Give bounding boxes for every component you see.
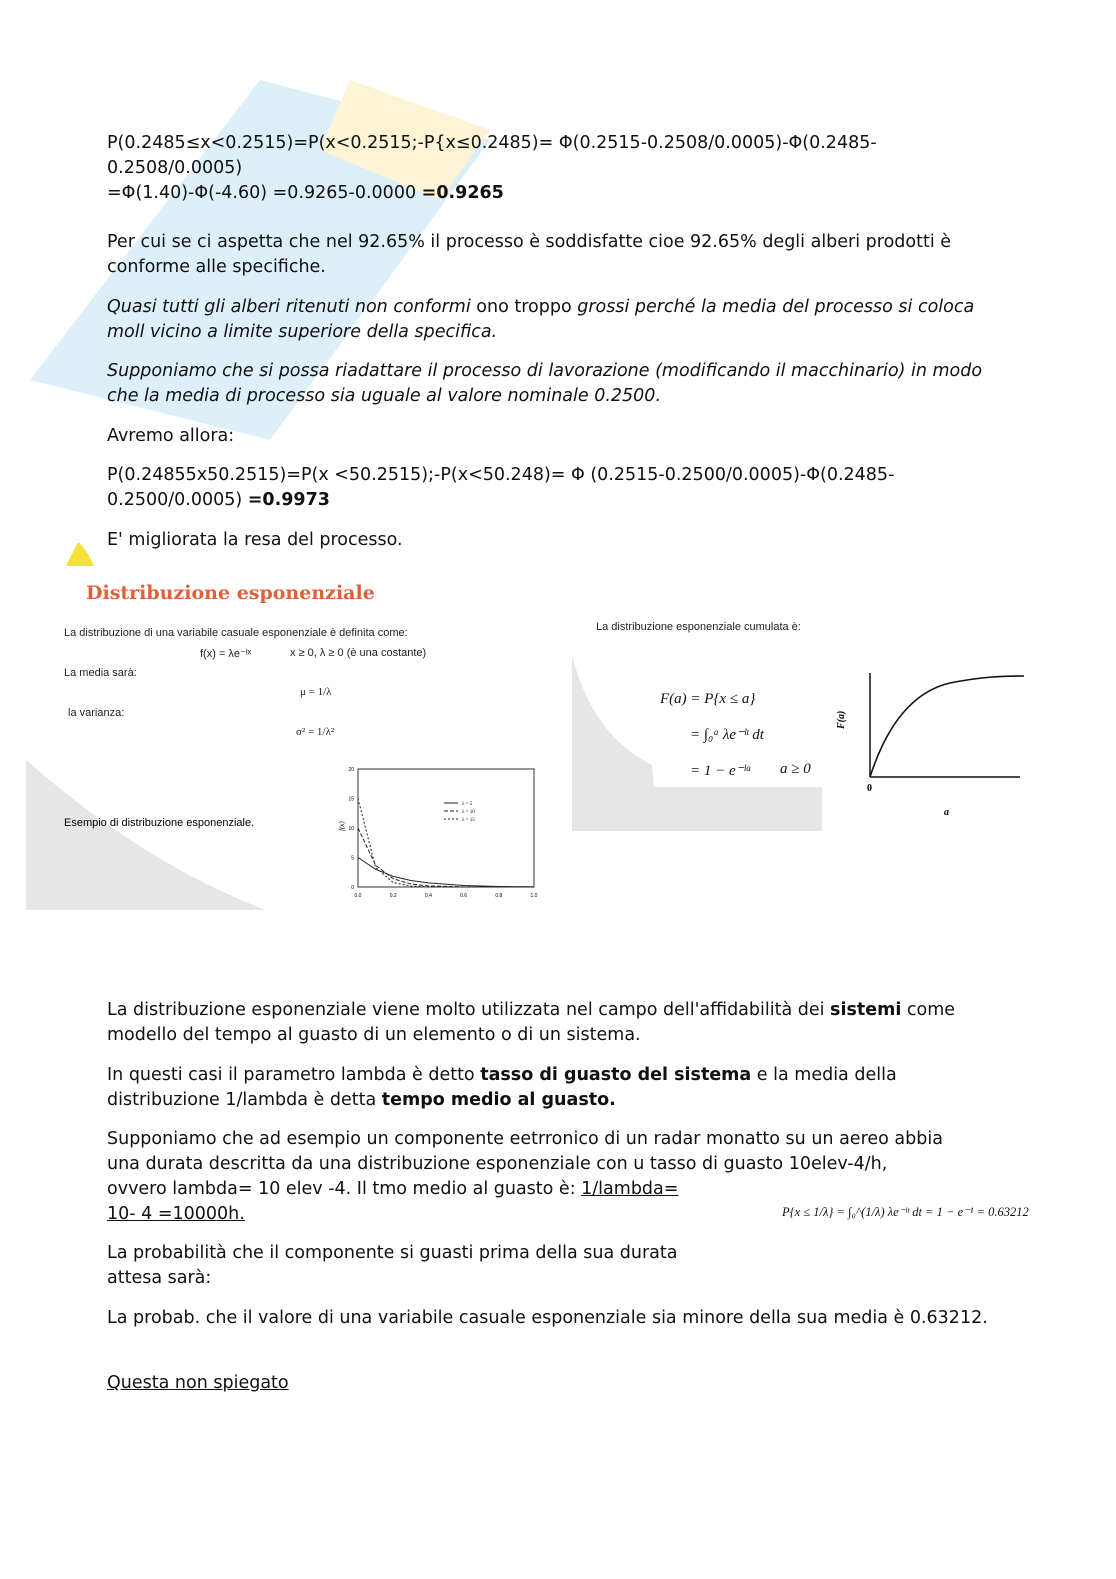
- cdf-intro: La distribuzione esponenziale cumulata è:: [596, 621, 801, 633]
- bold-text: tasso di guasto del sistema: [480, 1065, 752, 1085]
- paragraph-suppose: Supponiamo che si possa riadattare il processo di lavorazione (modificando il macchinario) in modo che la media di processo sia uguale al valore nominale 0.2500.: [107, 361, 983, 406]
- cdf-origin-label: 0: [867, 783, 872, 794]
- legend-label: λ = 10: [462, 810, 475, 815]
- definition-intro: La distribuzione di una variabile casuale esponenziale è definita come:: [64, 627, 408, 639]
- cdf-curve: [870, 676, 1024, 777]
- section-title: Distribuzione esponenziale: [86, 582, 375, 604]
- cdf-condition: a ≥ 0: [780, 761, 811, 777]
- y-tick-label: 15: [348, 796, 354, 803]
- formula-text: P(0.24855x50.2515)=P(x <50.2515);-P(x<50.248)= Φ (0.2515-0.2500/0.0005)-Φ(0.2485-0.2500/0.0005): [107, 465, 895, 510]
- y-tick-label: 5: [351, 855, 354, 862]
- exponential-definition-figure: [26, 615, 546, 910]
- variance-formula: σ² = 1/λ²: [296, 726, 335, 738]
- paragraph-probability-before: La probabilità che il componente si guasti prima della sua durata attesa sarà:: [107, 1243, 678, 1288]
- probability-integral-formula: P{x ≤ 1/λ} = ∫₀^(1/λ) λe⁻ˡᵗ dt = 1 − e⁻¹ = 0.63212: [782, 1205, 1029, 1219]
- probability-formula-2: [107, 463, 977, 513]
- plot-frame: [358, 769, 534, 887]
- pdf-condition: x ≥ 0, λ ≥ 0 (è una costante): [290, 647, 427, 659]
- paragraph-conformity: Per cui se ci aspetta che nel 92.65% il processo è soddisfatte cioe 92.65% degli alberi prodotti è conforme alle specifiche.: [107, 232, 952, 277]
- exponential-cdf-figure: [572, 615, 1042, 835]
- x-tick-label: 1.0: [530, 893, 538, 899]
- variance-label: la varianza:: [68, 707, 125, 719]
- series-line-2: [358, 828, 534, 887]
- paragraph-failure-rate: [107, 1063, 992, 1113]
- underlined-text: 10- 4 =10000h.: [107, 1204, 245, 1224]
- paragraph-mean-probability: La probab. che il valore di una variabile casuale esponenziale sia minore della sua media è 0.63212.: [107, 1308, 988, 1328]
- paragraph-reliability: [107, 998, 992, 1048]
- underlined-text: 1/lambda=: [581, 1179, 679, 1199]
- paragraph-not-explained: Questa non spiegato: [107, 1373, 289, 1393]
- x-tick-label: 0.2: [389, 893, 397, 899]
- legend-label: λ = 15: [462, 818, 475, 823]
- legend-label: λ = 5: [462, 802, 473, 807]
- text: La distribuzione esponenziale viene molto utilizzata nel campo dell'affidabilità dei: [107, 1000, 831, 1020]
- bold-text: tempo medio al guasto.: [381, 1090, 616, 1110]
- cdf-y-label: F(a): [836, 710, 847, 729]
- text-line: una durata descritta da una distribuzione esponenziale con u tasso di guasto 10elev-4/h,: [107, 1154, 888, 1174]
- exponential-pdf-chart: [340, 765, 540, 907]
- italic-text: grossi perché la media del processo si coloca moll vicino a limite superiore della specifica.: [107, 297, 975, 342]
- cdf-formula-line2: = ∫₀ᵃ λe⁻ˡᵗ dt: [690, 727, 764, 743]
- series-line-1: [358, 858, 534, 887]
- text: In questi casi il parametro lambda è detto: [107, 1065, 481, 1085]
- text: ovvero lambda= 10 elev -4. Il tmo medio al guasto è:: [107, 1179, 582, 1199]
- y-tick-label: 10: [348, 826, 354, 832]
- x-tick-label: 0.0: [354, 893, 362, 899]
- paragraph-improved: E' migliorata la resa del processo.: [107, 530, 403, 550]
- text: ono troppo: [470, 297, 578, 317]
- formula-result-line: [107, 181, 1007, 206]
- exponential-cdf-chart: [830, 665, 1030, 825]
- cdf-formula-line1: F(a) = P{x ≤ a}: [660, 691, 756, 707]
- text-line: Supponiamo che ad esempio un componente eetrronico di un radar monatto su un aereo abbia: [107, 1129, 943, 1149]
- probability-formula-1: [107, 131, 1007, 206]
- text: e la media della distribuzione 1/lambda è detta: [107, 1065, 897, 1110]
- bold-text: sistemi: [830, 1000, 902, 1020]
- mean-formula: μ = 1/λ: [300, 686, 332, 698]
- formula-text: =Φ(1.40)-Φ(-4.60) =0.9265-0.0000: [107, 183, 422, 203]
- paragraph-non-conforming: [107, 295, 992, 345]
- formula-result: =0.9265: [421, 183, 504, 203]
- highlight-marker-icon: [64, 538, 96, 568]
- y-tick-label: 20: [348, 767, 354, 773]
- x-tick-label: 0.8: [495, 893, 503, 899]
- text-line: [107, 1177, 1007, 1202]
- x-tick-label: 0.6: [460, 893, 468, 899]
- pdf-formula: f(x) = λe⁻ˡˣ: [200, 648, 252, 660]
- formula-line: 0.2508/0.0005): [107, 158, 243, 178]
- y-axis-label: f(x): [338, 821, 346, 831]
- cdf-formula-line3: = 1 − e⁻ˡᵃ: [690, 763, 752, 779]
- x-tick-label: 0.4: [424, 893, 432, 899]
- series-line-3: [358, 799, 534, 888]
- example-caption: Esempio di distribuzione esponenziale.: [64, 817, 255, 829]
- text: come modello del tempo al guasto di un elemento o di un sistema.: [107, 1000, 956, 1045]
- formula-result: =0.9973: [247, 490, 330, 510]
- paragraph-avremo: Avremo allora:: [107, 426, 235, 446]
- cdf-x-label: a: [944, 807, 949, 818]
- mean-label: La media sarà:: [64, 667, 137, 679]
- italic-text: Quasi tutti gli alberi ritenuti non conformi: [107, 297, 471, 317]
- y-tick-label: 0: [351, 885, 354, 891]
- formula-line: P(0.2485≤x<0.2515)=P(x<0.2515;-P{x≤0.2485)= Φ(0.2515-0.2508/0.0005)-Φ(0.2485-: [107, 133, 877, 153]
